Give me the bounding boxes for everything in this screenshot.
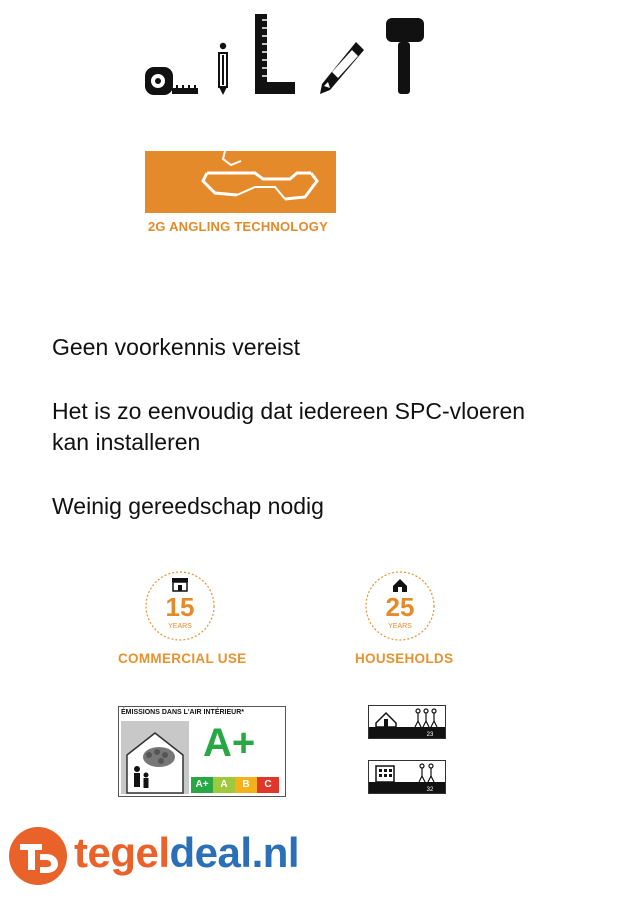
commercial-use-label: COMMERCIAL USE: [118, 651, 247, 666]
commercial-badge: [144, 570, 216, 642]
emissions-header: ÉMISSIONS DANS L'AIR INTÉRIEUR*: [121, 709, 245, 716]
easy-install-text-line1: Het is zo eenvoudig dat iedereen SPC-vloeren: [52, 398, 526, 424]
brand-name: [74, 829, 299, 877]
scale-c: C: [257, 777, 279, 793]
pencil-icon: [216, 42, 230, 96]
shop-icon: [172, 578, 188, 591]
commercial-years-label: YEARS: [168, 623, 192, 630]
square-ruler-icon: [253, 12, 297, 96]
households-label: HOUSEHOLDS: [355, 651, 454, 666]
scale-a: A: [213, 777, 235, 793]
households-years: 25: [385, 592, 415, 622]
easy-install-text-line2: kan installeren: [52, 429, 201, 455]
technology-label: 2G ANGLING TECHNOLOGY: [148, 219, 328, 234]
rubber-mallet-icon: [384, 16, 426, 96]
tape-measure-icon: [144, 64, 200, 98]
emissions-label: [118, 706, 286, 797]
emissions-scale: [191, 777, 279, 793]
utility-knife-icon: [316, 40, 366, 96]
emissions-rating: A+: [203, 721, 256, 765]
scale-a-plus: A+: [191, 777, 213, 793]
residential-class: 23: [426, 732, 434, 738]
households-years-label: YEARS: [388, 623, 412, 630]
usage-class-residential-icon: [368, 705, 446, 739]
house-people-icon: [121, 721, 189, 794]
brand-name-part2: deal.nl: [169, 829, 300, 876]
households-badge: [364, 570, 436, 642]
usage-class-commercial-icon: [368, 760, 446, 794]
house-icon: [393, 579, 407, 592]
brand-name-part1: tegel: [74, 829, 170, 876]
commercial-class: 32: [426, 787, 434, 793]
few-tools-text: Weinig gereedschap nodig: [52, 493, 324, 519]
click-profile-icon: [145, 151, 336, 213]
commercial-years: 15: [165, 592, 195, 622]
tegeldeal-logo-icon: [8, 826, 68, 886]
no-experience-text: Geen voorkennis vereist: [52, 334, 301, 360]
scale-b: B: [235, 777, 257, 793]
